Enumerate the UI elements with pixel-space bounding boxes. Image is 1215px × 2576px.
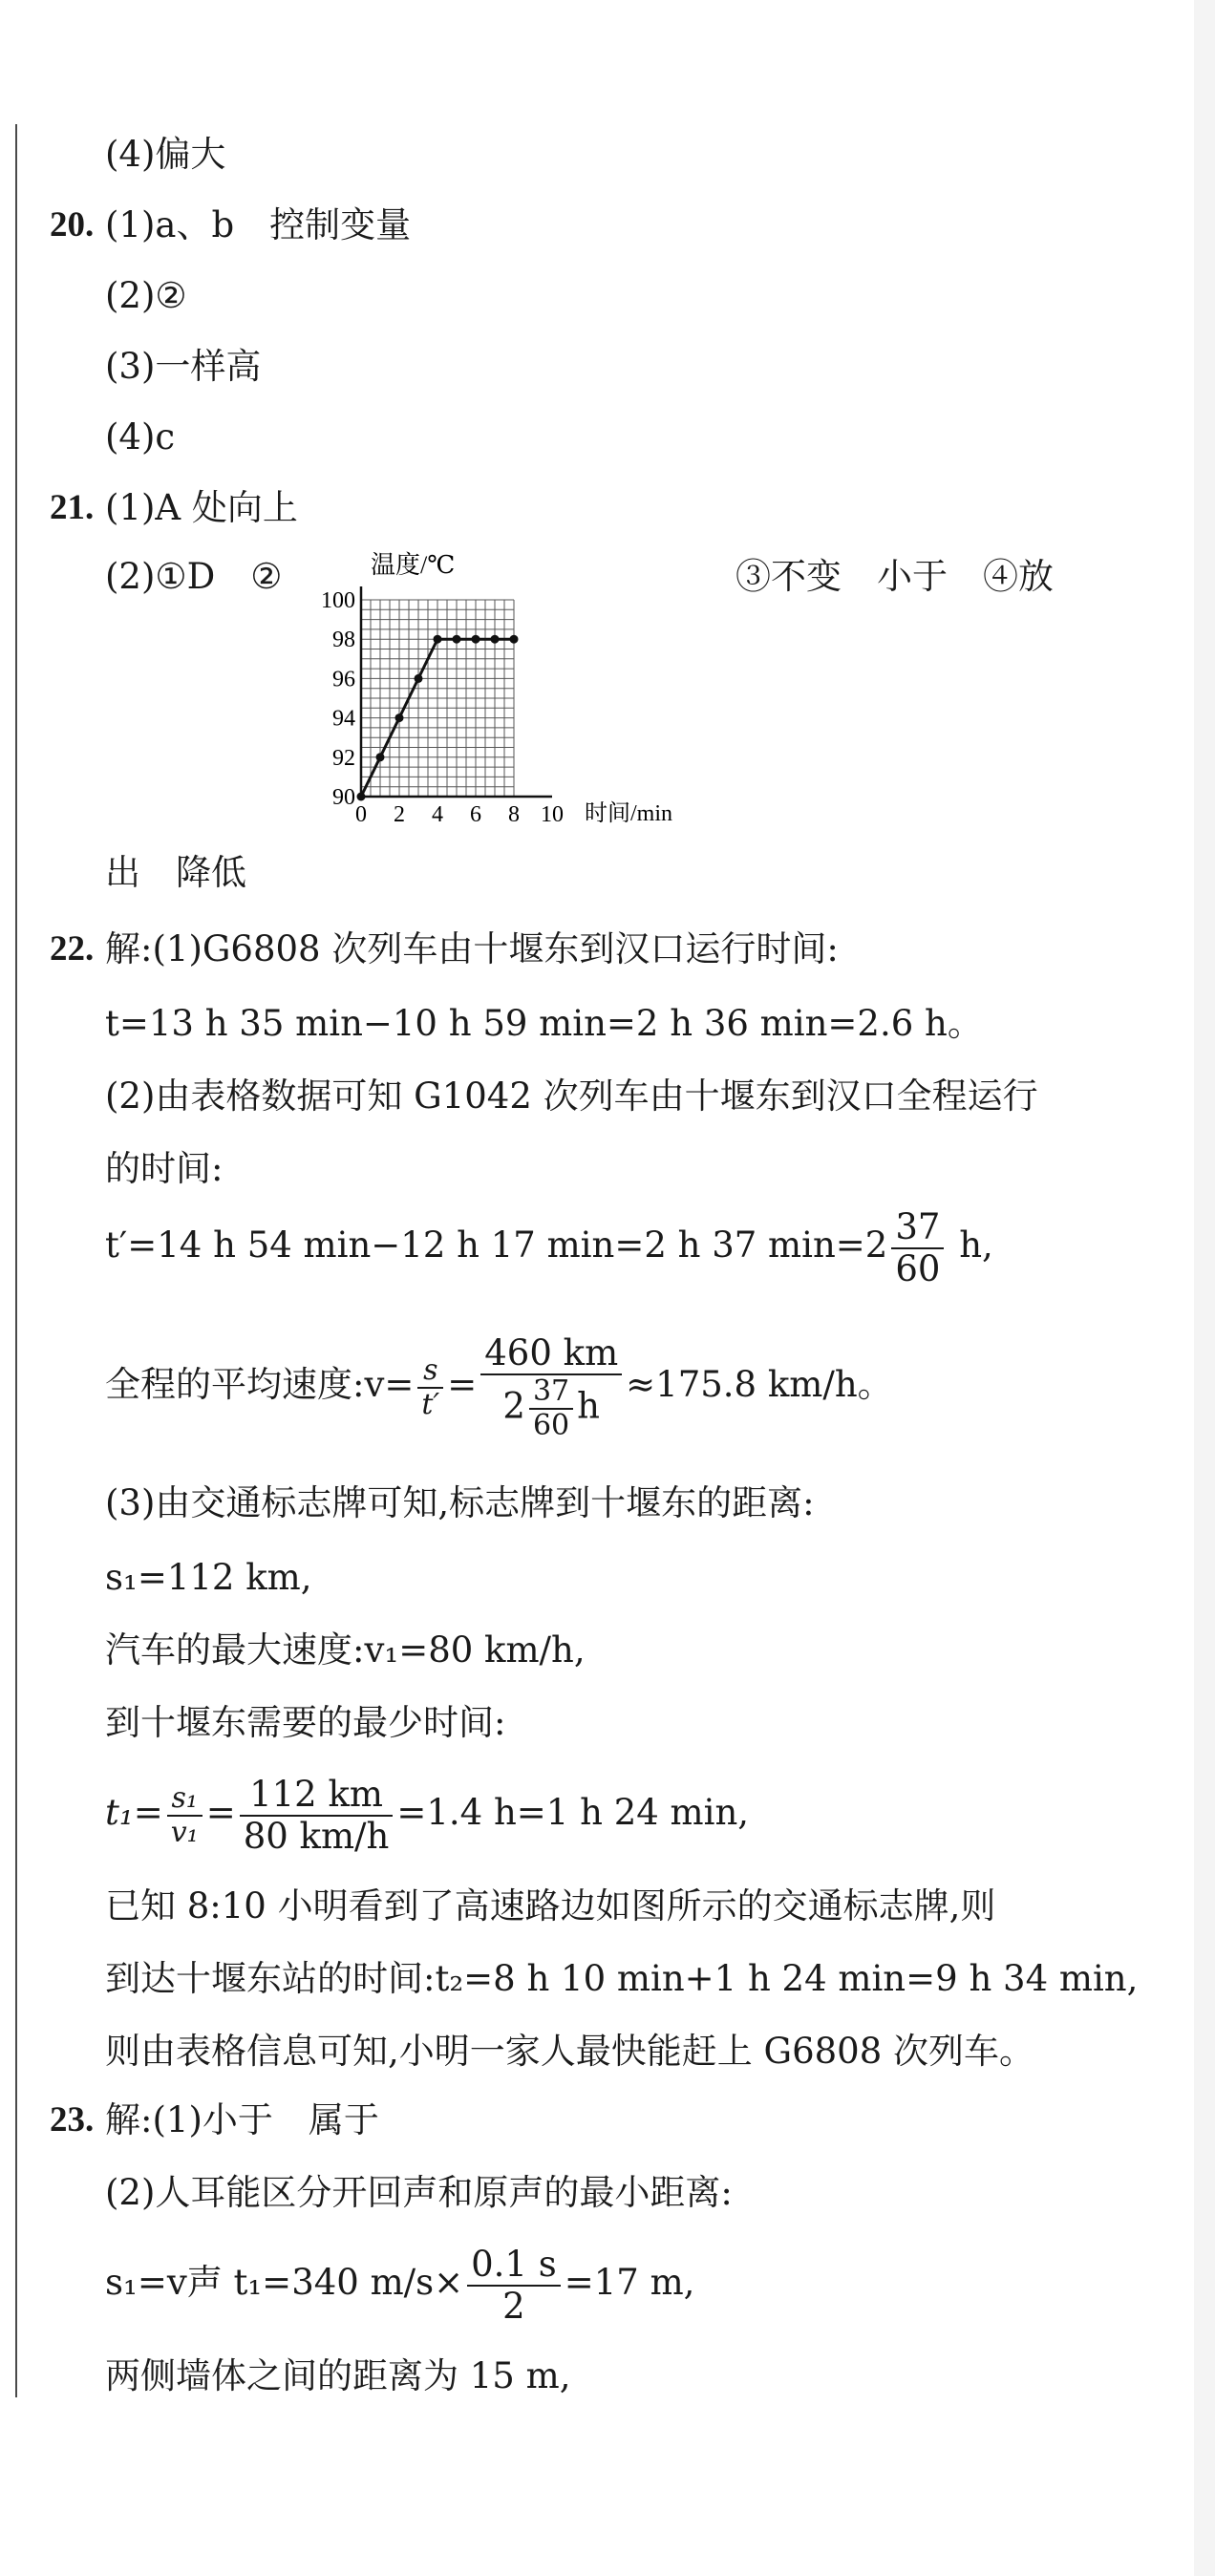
x-tick-label: 2: [394, 802, 405, 827]
t1-result: =1.4 h=1 h 24 min,: [396, 1792, 750, 1833]
s1-result: =17 m,: [564, 2262, 695, 2303]
t1-num: 112 km: [240, 1775, 394, 1817]
time-den: 2: [502, 2285, 525, 2327]
q22-number: 22.: [50, 929, 95, 969]
den-frac-num: 37: [529, 1375, 573, 1410]
data-point: [357, 793, 366, 801]
time-num: 0.1 s: [467, 2245, 561, 2287]
t1-den: 80 km/h: [243, 1815, 390, 1857]
x-tick-label: 0: [355, 802, 367, 827]
data-point: [491, 635, 500, 644]
avg-speed-result: ≈175.8 km/h。: [626, 1364, 893, 1405]
y-tick-label: 94: [332, 706, 355, 732]
q21-part2-right: ③不变 小于 ④放: [735, 556, 1054, 597]
q20-part1: (1)a、b 控制变量: [105, 204, 412, 245]
t1-equals: =: [205, 1792, 236, 1833]
data-point: [453, 635, 461, 644]
y-tick-label: 92: [332, 745, 355, 771]
s-over-t-fraction: [417, 1354, 443, 1421]
q22-min-time-label: 到十堰东需要的最少时间:: [105, 1702, 506, 1743]
q22-average-speed: [105, 1318, 893, 1452]
q23-part1: 解:(1)小于 属于: [105, 2099, 379, 2140]
q21-part2-left: (2)①D ②: [105, 556, 283, 597]
margin-rule: [15, 124, 17, 2397]
data-point: [434, 635, 442, 644]
q22-travel-time: t=13 h 35 min−10 h 59 min=2 h 36 min=2.6 h。: [105, 1003, 983, 1044]
q23-s1-equation: [105, 2235, 694, 2331]
den-frac-den: 60: [532, 1408, 570, 1442]
q22-part2-line2: 的时间:: [105, 1148, 224, 1189]
data-point: [415, 674, 423, 683]
fraction-denominator: 60: [895, 1247, 941, 1289]
q22-distance: s₁=112 km,: [105, 1557, 312, 1598]
s1-numerator: s₁: [167, 1782, 202, 1817]
q21-part2-continued: 出 降低: [105, 852, 246, 893]
chart-y-axis-label: 温度/℃: [371, 551, 456, 579]
chart-grid: [361, 600, 514, 797]
distance-numerator: 460 km: [480, 1333, 622, 1375]
q23-number: 23.: [50, 2100, 95, 2140]
t1-lhs: t₁=: [105, 1792, 163, 1833]
q20-part3: (3)一样高: [105, 346, 262, 387]
q20-part2: (2)②: [105, 275, 187, 316]
time-fraction: [467, 2245, 561, 2327]
y-tick-label: 98: [332, 628, 355, 653]
q22-t1-equation: [105, 1765, 749, 1861]
q22-part2-line1: (2)由表格数据可知 G1042 次列车由十堰东到汉口全程运行: [105, 1075, 1038, 1117]
time-denominator: [480, 1375, 622, 1442]
speed-fraction: [480, 1333, 622, 1442]
x-tick-label: 10: [541, 802, 564, 827]
q23-part2-line1: (2)人耳能区分开回声和原声的最小距离:: [105, 2172, 733, 2213]
s1-over-v1: [167, 1782, 202, 1849]
q20-part4: (4)c: [105, 416, 176, 458]
q22-part3-line1: (3)由交通标志牌可知,标志牌到十堰东的距离:: [105, 1482, 815, 1523]
data-point: [395, 713, 404, 722]
data-point: [472, 635, 480, 644]
temperature-time-chart: [315, 544, 716, 831]
data-point: [510, 635, 519, 644]
y-tick-label: 100: [321, 588, 355, 613]
s-numerator: s: [417, 1354, 443, 1389]
q22-max-speed: 汽车的最大速度:v₁=80 km/h,: [105, 1629, 586, 1671]
den-hour: h: [577, 1385, 600, 1426]
y-tick-label: 90: [332, 785, 355, 810]
q22-known-line3: 则由表格信息可知,小明一家人最快能赶上 G6808 次列车。: [105, 2031, 1035, 2072]
q23-wall-distance: 两侧墙体之间的距离为 15 m,: [105, 2355, 571, 2396]
y-tick-label: 96: [332, 667, 355, 692]
x-tick-label: 4: [432, 802, 443, 827]
q22-tprime-equation: [105, 1205, 993, 1289]
q22-known-line1: 已知 8:10 小明看到了高速路边如图所示的交通标志牌,则: [105, 1885, 996, 1927]
q22-heading: 解:(1)G6808 次列车由十堰东到汉口运行时间:: [105, 928, 839, 969]
x-tick-label: 8: [508, 802, 520, 827]
den-whole: 2: [502, 1385, 525, 1426]
q21-number: 21.: [50, 488, 95, 527]
hour-unit: h,: [959, 1224, 993, 1266]
data-point: [376, 753, 385, 761]
q22-known-line2: 到达十堰东站的时间:t₂=8 h 10 min+1 h 24 min=9 h 34 min,: [105, 1958, 1139, 1999]
q19-part4: (4)偏大: [105, 134, 226, 175]
t1-value-fraction: [240, 1775, 394, 1857]
x-tick-label: 6: [470, 802, 481, 827]
tprime-text: t′=14 h 54 min−12 h 17 min=2 h 37 min=2: [105, 1224, 888, 1266]
q21-part1: (1)A 处向上: [105, 487, 298, 528]
den-fraction: [529, 1375, 573, 1442]
mixed-fraction: [891, 1207, 944, 1289]
s1-lhs: s₁=v声 t₁=340 m/s×: [105, 2262, 464, 2303]
avg-speed-label: 全程的平均速度:v=: [105, 1364, 415, 1405]
fraction-numerator: 37: [891, 1207, 944, 1249]
q20-number: 20.: [50, 205, 95, 245]
t-denominator: t′: [421, 1387, 440, 1421]
equals-sign: =: [447, 1364, 478, 1405]
v1-denominator: v₁: [170, 1815, 199, 1849]
chart-x-axis-label: 时间/min: [585, 801, 673, 826]
